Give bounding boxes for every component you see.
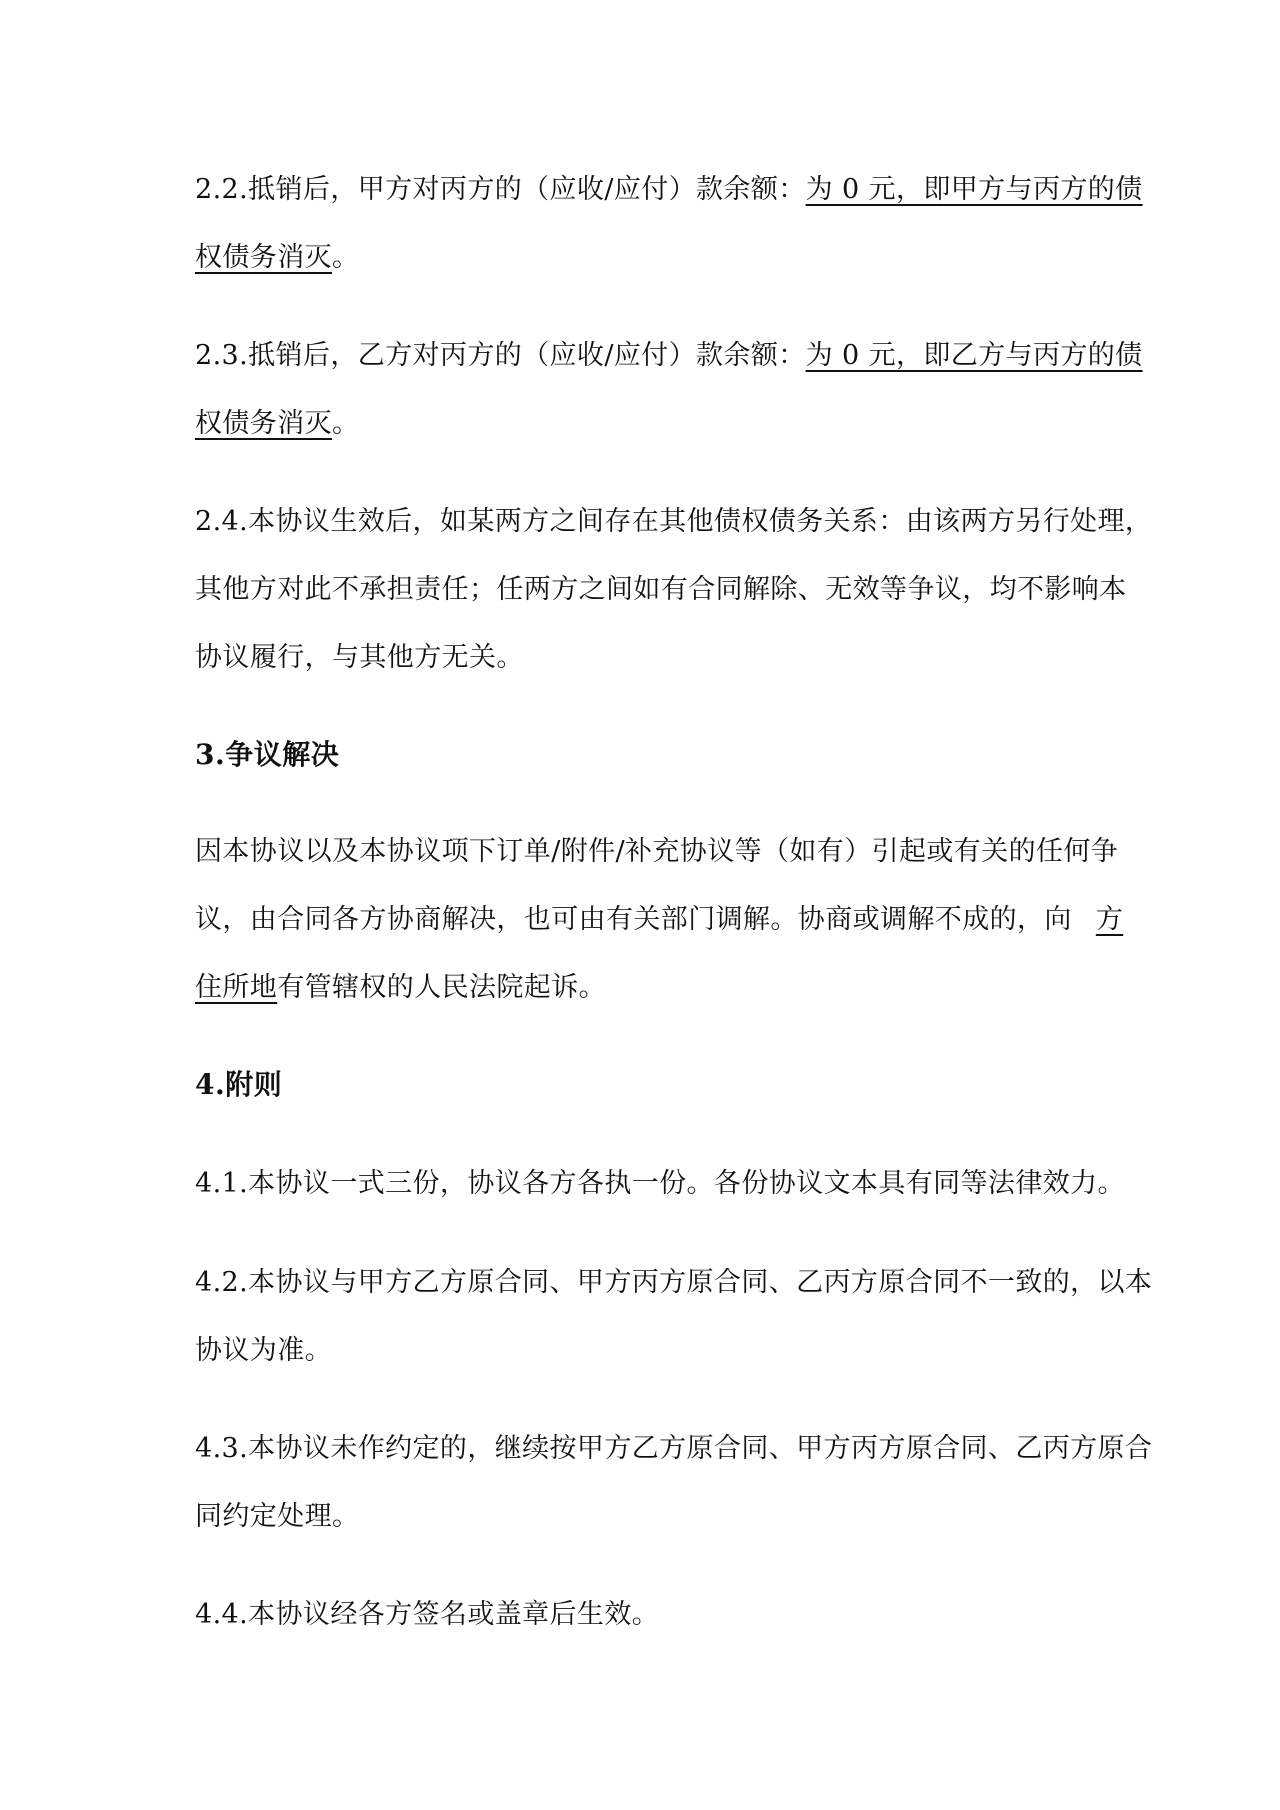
clause-4-1: 4.1.本协议一式三份，协议各方各执一份。各份协议文本具有同等法律效力。 bbox=[195, 1168, 1125, 1199]
clause-4-2 bbox=[195, 1249, 1153, 1385]
clause-2-3-line-2: 权债务消灭。 bbox=[195, 408, 360, 439]
underlined-fill-in: 为 0 元，即甲方与丙方的债 bbox=[805, 174, 1143, 205]
clause-4-2-line-1: 4.2.本协议与甲方乙方原合同、甲方丙方原合同、乙丙方原合同不一致的，以本 bbox=[195, 1267, 1153, 1298]
clause-2-2-line-1: 2.2.抵销后，甲方对丙方的（应收/应付）款余额：为 0 元，即甲方与丙方的债 bbox=[195, 174, 1143, 205]
clause-2-3 bbox=[195, 322, 1143, 458]
section-heading-dispute-resolution: 3.争议解决 bbox=[195, 738, 340, 771]
clause-2-4-line-2: 其他方对此不承担责任；任两方之间如有合同解除、无效等争议，均不影响本 bbox=[195, 574, 1127, 605]
clause-2-4-line-3: 协议履行，与其他方无关。 bbox=[195, 642, 524, 673]
clause-2-4-line-1: 2.4.本协议生效后，如某两方之间存在其他债权债务关系：由该两方另行处理， bbox=[195, 506, 1153, 537]
clause-2-4 bbox=[195, 488, 1153, 692]
underlined-fill-in: 权债务消灭 bbox=[195, 408, 332, 439]
underlined-fill-in: 为 0 元，即乙方与丙方的债 bbox=[805, 340, 1143, 371]
clause-4-4: 4.4.本协议经各方签名或盖章后生效。 bbox=[195, 1599, 660, 1630]
clause-2-3-line-1: 2.3.抵销后，乙方对丙方的（应收/应付）款余额：为 0 元，即乙方与丙方的债 bbox=[195, 340, 1143, 371]
underlined-fill-in: 住所地 bbox=[195, 972, 278, 1003]
clause-3-line-2: 议，由合同各方协商解决，也可由有关部门调解。协商或调解不成的，向 方 bbox=[195, 904, 1124, 935]
clause-3-line-1: 因本协议以及本协议项下订单/附件/补充协议等（如有）引起或有关的任何争 bbox=[195, 836, 1119, 867]
clause-2-2-line-2: 权债务消灭。 bbox=[195, 242, 360, 273]
clause-4-3-line-1: 4.3.本协议未作约定的，继续按甲方乙方原合同、甲方丙方原合同、乙丙方原合 bbox=[195, 1433, 1153, 1464]
clause-3 bbox=[195, 818, 1124, 1022]
clause-2-2 bbox=[195, 156, 1143, 292]
clause-4-2-line-2: 协议为准。 bbox=[195, 1335, 332, 1366]
clause-4-3-line-2: 同约定处理。 bbox=[195, 1501, 360, 1532]
clause-4-3 bbox=[195, 1415, 1153, 1551]
section-heading-supplementary-provisions: 4.附则 bbox=[195, 1068, 283, 1101]
underlined-fill-in: 权债务消灭 bbox=[195, 242, 332, 273]
clause-3-line-3: 住所地有管辖权的人民法院起诉。 bbox=[195, 972, 607, 1003]
underlined-fill-in: 方 bbox=[1095, 904, 1124, 935]
